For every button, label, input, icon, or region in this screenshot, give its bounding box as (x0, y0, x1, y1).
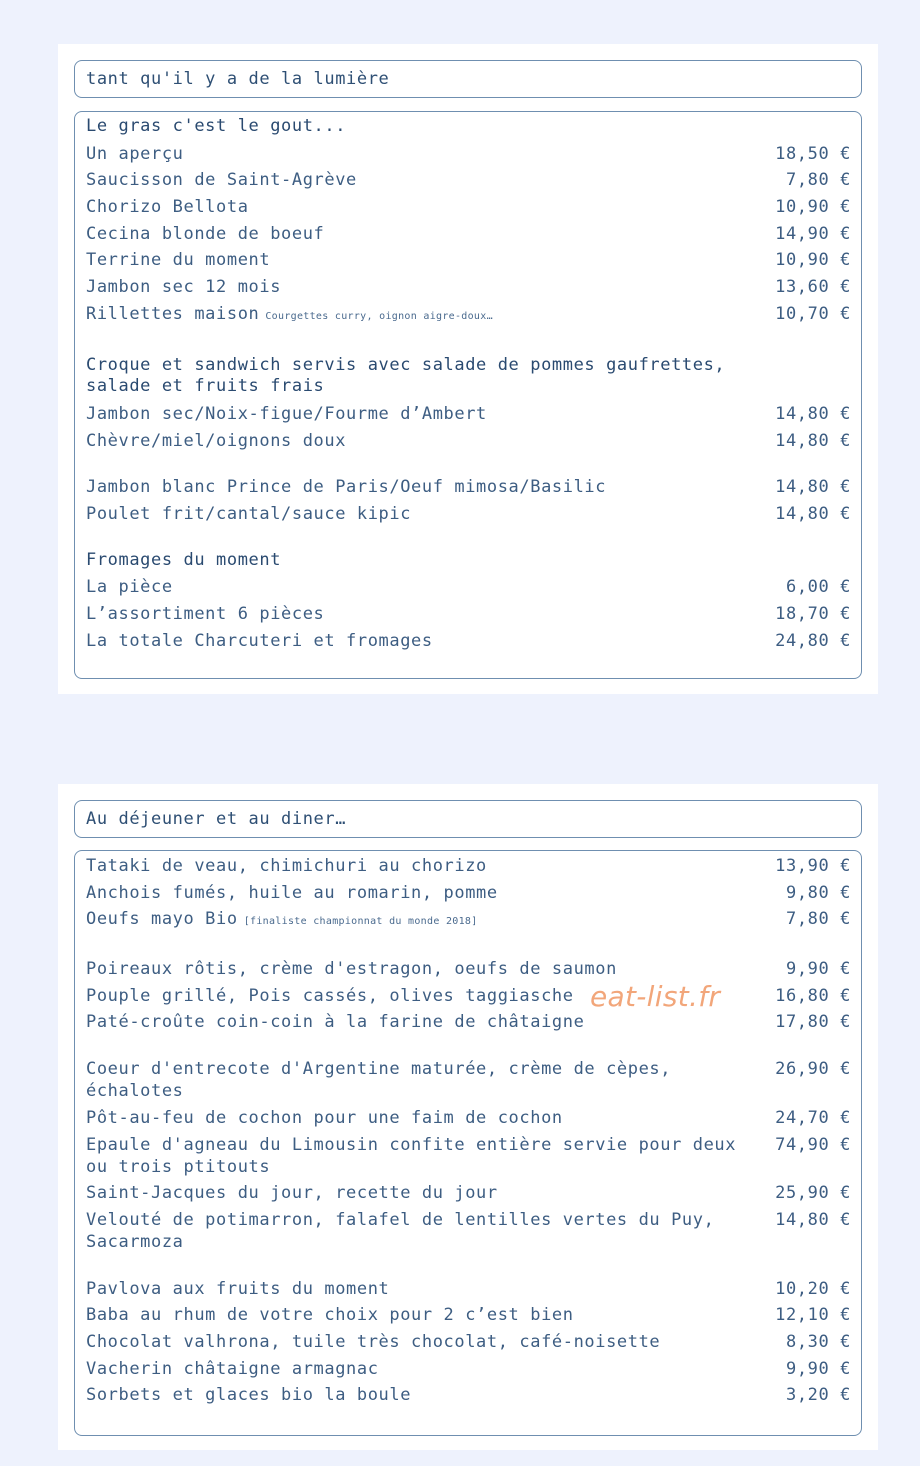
menu-item (86, 169, 851, 191)
menu-group (86, 576, 851, 651)
menu-item-price: 9,90 € (785, 1358, 851, 1379)
menu-item-label: Pouple grillé, Pois cassés, olives taggiasche (86, 985, 574, 1006)
menu-item-price: 10,90 € (775, 250, 851, 271)
menu-item (86, 1182, 851, 1204)
menu-item-name (86, 1209, 756, 1253)
menu-item-name (86, 430, 346, 452)
menu-item-price: 7,80 € (785, 909, 851, 930)
menu-item (86, 303, 851, 328)
menu-item (86, 223, 851, 245)
menu-item-label: Anchois fumés, huile au romarin, pomme (86, 882, 498, 903)
menu-item-name (86, 603, 324, 625)
menu-group (86, 958, 851, 1033)
menu-item-label: Poireaux rôtis, crème d'estragon, oeufs de saumon (86, 959, 617, 980)
menu-item (86, 958, 851, 980)
menu-item-label: Saint-Jacques du jour, recette du jour (86, 1183, 498, 1204)
menu-item-price: 26,90 € (775, 1059, 851, 1080)
menu-item-label: Vacherin châtaigne armagnac (86, 1358, 379, 1379)
menu-item-label: Pavlova aux fruits du moment (86, 1278, 390, 1299)
menu-item-name (86, 958, 617, 980)
menu-item (86, 1358, 851, 1380)
menu-item (86, 1107, 851, 1129)
menu-item-name (86, 276, 281, 298)
menu-item-name (86, 503, 411, 525)
menu-item-price: 8,30 € (785, 1331, 851, 1352)
menu-item-name (86, 1134, 756, 1178)
menu-item (86, 908, 851, 933)
menu-item-name (86, 476, 606, 498)
menu-group (86, 1278, 851, 1407)
menu-group (86, 1058, 851, 1253)
menu-item (86, 1058, 851, 1102)
menu-item-price: 14,80 € (775, 430, 851, 451)
menu-item (86, 1134, 851, 1178)
menu-item-price: 18,70 € (775, 604, 851, 625)
menu-item (86, 1209, 851, 1253)
group-heading: Le gras c'est le gout... (86, 116, 347, 136)
group-heading: Fromages du moment (86, 549, 282, 570)
menu-item-name (86, 303, 493, 328)
menu-item (86, 1384, 851, 1406)
menu-item-label: La pièce (86, 577, 173, 598)
menu-item-label: L’assortiment 6 pièces (86, 604, 325, 625)
menu-item-name (86, 143, 184, 165)
menu-card-dejeuner (58, 784, 878, 1450)
menu-item-name (86, 1304, 574, 1326)
section-title: Au déjeuner et au diner… (74, 800, 862, 838)
menu-item-label: Saucisson de Saint-Agrève (86, 170, 357, 191)
menu-item (86, 503, 851, 525)
menu-item (86, 430, 851, 452)
menu-group (86, 855, 851, 933)
menu-item (86, 855, 851, 877)
menu-item-name (86, 1358, 379, 1380)
menu-card-lumiere (58, 44, 878, 694)
menu-item (86, 603, 851, 625)
menu-item-price: 24,80 € (775, 630, 851, 651)
menu-item (86, 1304, 851, 1326)
menu-item-label: Un aperçu (86, 143, 184, 164)
menu-item-name (86, 985, 574, 1007)
menu-group (86, 403, 851, 452)
menu-item-price: 14,80 € (775, 477, 851, 498)
menu-item-price: 13,90 € (775, 856, 851, 876)
menu-item (86, 985, 851, 1007)
menu-item-note: [finaliste championnat du monde 2018] (243, 916, 478, 928)
menu-item-name (86, 855, 487, 877)
menu-item-label: Chèvre/miel/oignons doux (86, 430, 347, 451)
menu-item-name (86, 403, 487, 425)
menu-item (86, 1278, 851, 1300)
menu-item (86, 143, 851, 165)
menu-item-label: La totale Charcuteri et fromages (86, 630, 433, 651)
menu-item-name (86, 576, 173, 598)
group-heading: Croque et sandwich servis avec salade de pommes gaufrettes, salade et fruits frais (86, 355, 726, 397)
menu-item-name (86, 249, 270, 271)
menu-item-label: Paté-croûte coin-coin à la farine de châtaigne (86, 1012, 585, 1033)
menu-item-name (86, 1107, 563, 1129)
menu-item-price: 17,80 € (775, 1012, 851, 1033)
menu-item-price: 16,80 € (775, 985, 851, 1006)
watermark-text: eat-list.fr (590, 980, 721, 1013)
menu-item (86, 630, 851, 652)
menu-item-name (86, 1182, 498, 1204)
menu-item-name (86, 1278, 389, 1300)
menu-list (74, 111, 862, 679)
menu-item-price: 9,80 € (785, 882, 851, 903)
menu-group (86, 476, 851, 525)
menu-item-label: Terrine du moment (86, 250, 271, 271)
menu-item-price: 10,70 € (775, 303, 851, 324)
menu-item-price: 10,20 € (775, 1278, 851, 1299)
menu-item (86, 403, 851, 425)
menu-item (86, 249, 851, 271)
menu-item-name (86, 1384, 411, 1406)
menu-item-label: Jambon sec 12 mois (86, 277, 282, 298)
menu-item-label: Jambon sec/Noix-figue/Fourme d’Ambert (86, 404, 487, 424)
menu-item-price: 74,90 € (775, 1134, 851, 1155)
menu-item (86, 1011, 851, 1033)
menu-item-name (86, 630, 433, 652)
menu-item-label: Pôt-au-feu de cochon pour une faim de cochon (86, 1107, 563, 1128)
menu-item-label: Chocolat valhrona, tuile très chocolat, café-noisette (86, 1331, 661, 1352)
menu-item-label: Poulet frit/cantal/sauce kipic (86, 504, 412, 525)
menu-item-price: 14,80 € (775, 404, 851, 424)
menu-item-price: 12,10 € (775, 1305, 851, 1326)
menu-item-name (86, 223, 324, 245)
menu-item-label: Tataki de veau, chimichuri au chorizo (86, 856, 487, 876)
section-title: tant qu'il y a de la lumière (74, 60, 862, 98)
menu-item-label: Epaule d'agneau du Limousin confite entière servie pour deux ou trois ptitouts (86, 1134, 737, 1177)
menu-item-price: 24,70 € (775, 1107, 851, 1128)
menu-item-label: Chorizo Bellota (86, 196, 249, 217)
menu-item-price: 13,60 € (775, 277, 851, 298)
menu-item-name (86, 169, 357, 191)
menu-item-price: 14,90 € (775, 223, 851, 244)
menu-item-label: Baba au rhum de votre choix pour 2 c’est bien (86, 1305, 574, 1326)
menu-item-label: Oeufs mayo Bio (86, 909, 238, 930)
menu-item-price: 3,20 € (785, 1385, 851, 1406)
menu-item-price: 6,00 € (785, 577, 851, 598)
menu-item (86, 276, 851, 298)
menu-item (86, 576, 851, 598)
menu-item-label: Jambon blanc Prince de Paris/Oeuf mimosa/Basilic (86, 477, 607, 498)
menu-item-label: Rillettes maison (86, 303, 260, 324)
menu-item-label: Velouté de potimarron, falafel de lentilles vertes du Puy, Sacarmoza (86, 1209, 715, 1252)
menu-item-name (86, 196, 249, 218)
menu-item-name (86, 1058, 756, 1102)
menu-item-price: 7,80 € (785, 170, 851, 191)
menu-list (74, 850, 862, 1436)
menu-item-name (86, 1331, 660, 1353)
menu-item-label: Cecina blonde de boeuf (86, 223, 325, 244)
menu-item-label: Coeur d'entrecote d'Argentine maturée, crème de cèpes, échalotes (86, 1059, 672, 1102)
menu-item (86, 1331, 851, 1353)
menu-item (86, 882, 851, 904)
menu-item-price: 25,90 € (775, 1183, 851, 1204)
menu-item-price: 10,90 € (775, 196, 851, 217)
menu-item-name (86, 908, 478, 933)
menu-item-price: 14,80 € (775, 1209, 851, 1230)
menu-item-price: 14,80 € (775, 504, 851, 525)
menu-item (86, 196, 851, 218)
menu-item-price: 9,90 € (785, 959, 851, 980)
menu-item-note: Courgettes curry, oignon aigre-doux… (265, 310, 493, 322)
menu-item-name (86, 882, 498, 904)
menu-item-name (86, 1011, 584, 1033)
menu-item (86, 476, 851, 498)
menu-item-price: 18,50 € (775, 143, 851, 164)
menu-item-label: Sorbets et glaces bio la boule (86, 1385, 412, 1406)
menu-group (86, 143, 851, 328)
